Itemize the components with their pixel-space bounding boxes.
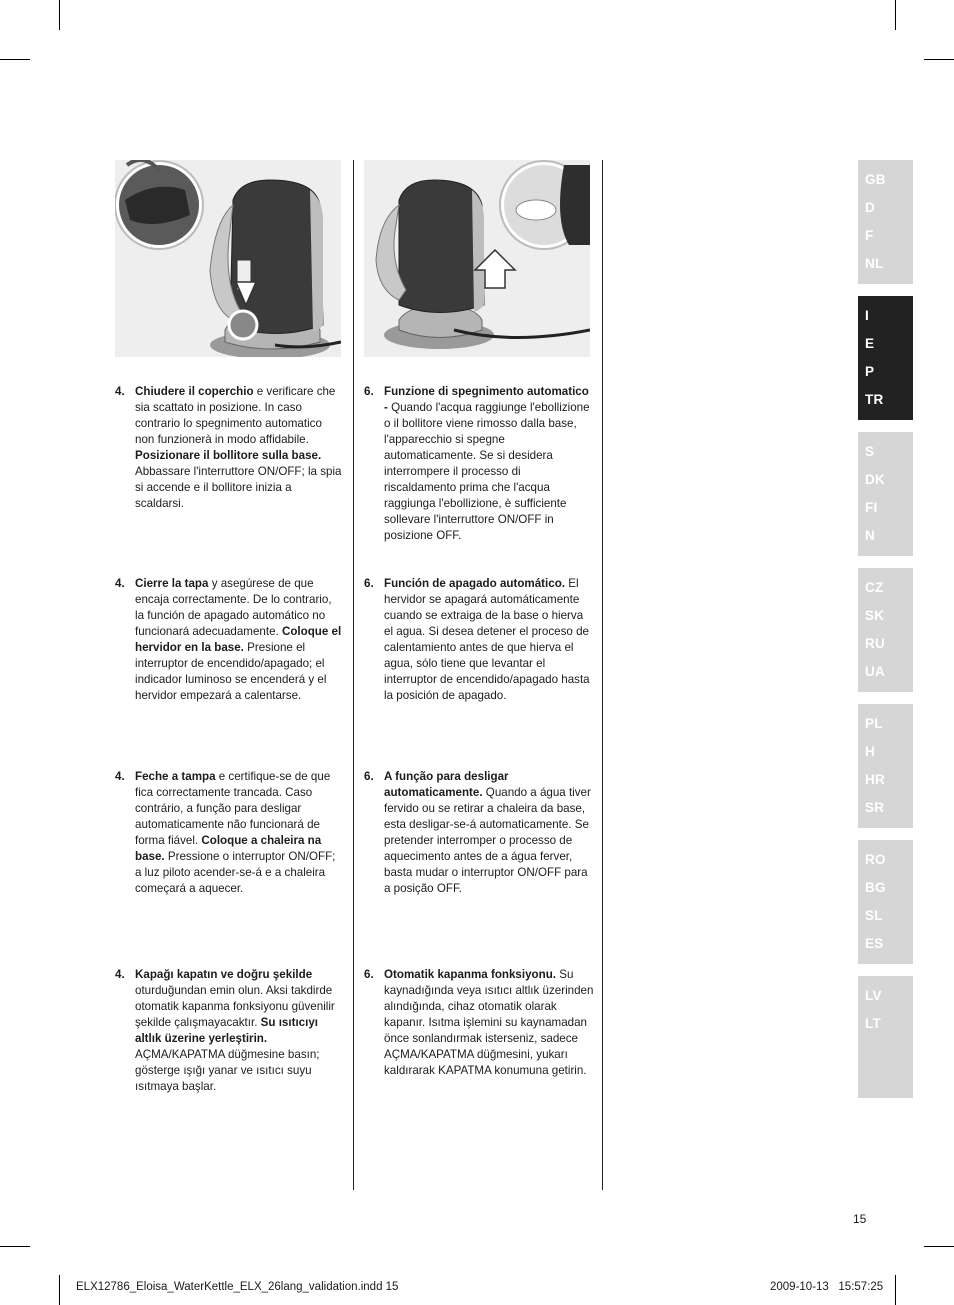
language-tab-ua: UA xyxy=(865,664,886,679)
step-text xyxy=(384,967,594,1079)
step-text-bold: Kapağı kapatın ve doğru şekilde xyxy=(135,968,313,981)
step-text xyxy=(384,769,594,897)
language-tab-group xyxy=(858,840,913,964)
crop-mark xyxy=(59,0,60,30)
kettle-lift-off-illustration xyxy=(364,160,590,357)
step-text-run: e verificare che sia scattato in posizione. In caso contrario lo spegnimento automatico non funzionerà in modo affidabile. xyxy=(135,385,336,446)
step-number: 6. xyxy=(364,770,374,783)
language-tab-lt: LT xyxy=(865,1016,882,1031)
step-text-bold: Feche a tampa xyxy=(135,770,216,783)
language-tab-tr: TR xyxy=(865,392,884,407)
crop-mark xyxy=(0,59,30,60)
step-text xyxy=(135,576,343,704)
step-text xyxy=(135,384,343,512)
footer-filename: ELX12786_Eloisa_WaterKettle_ELX_26lang_validation.indd 15 xyxy=(76,1281,399,1293)
language-tab-gb: GB xyxy=(865,172,886,187)
footer-datetime: 2009-10-13 15:57:25 xyxy=(770,1281,884,1293)
kettle-lid-close-illustration xyxy=(115,160,341,357)
step-text xyxy=(384,576,594,704)
step-text-bold: Chiudere il coperchio xyxy=(135,385,254,398)
language-tab-f: F xyxy=(865,228,874,243)
language-tab-bg: BG xyxy=(865,880,886,895)
language-tab-group xyxy=(858,704,913,828)
step-text-run: Quando l'acqua raggiunge l'ebollizione o il bollitore viene rimosso dalla base, l'apparecchio si spegne automaticamente. Se si desidera interrompere il processo di riscaldamento prima che l'acqua raggiunga l'ebollizione, è sufficiente sollevare l'interruttore ON/OFF in posizione OFF. xyxy=(384,401,590,542)
step-text-bold: Posizionare il bollitore sulla base. xyxy=(135,449,322,462)
language-tab-fi: FI xyxy=(865,500,878,515)
language-tab-group xyxy=(858,160,913,284)
step-text-run: Presione el interruptor de encendido/apagado; el indicador luminoso se encenderá y el hervidor empezará a calentarse. xyxy=(135,641,327,702)
step-text-bold: Función de apagado automático. xyxy=(384,577,566,590)
language-tab-sk: SK xyxy=(865,608,885,623)
language-tab-p: P xyxy=(865,364,875,379)
step-text-run: y asegúrese de que encaja correctamente. De lo contrario, la función de apagado automático no funcionará adecuadamente. xyxy=(135,577,332,638)
instruction-step xyxy=(115,967,343,1095)
crop-mark xyxy=(0,1246,30,1247)
language-tab-group xyxy=(858,432,913,556)
step-text-run: Abbassare l'interruttore ON/OFF; la spia si accende e il bollitore inizia a scaldarsi. xyxy=(135,465,342,510)
instruction-step xyxy=(115,576,343,704)
step-number: 4. xyxy=(115,770,125,783)
language-tab-lv: LV xyxy=(865,988,882,1003)
step-text-bold: A função para desligar automaticamente. xyxy=(384,770,509,799)
step-number: 4. xyxy=(115,968,125,981)
language-tab-nl: NL xyxy=(865,256,884,271)
step-text-run: Quando a água tiver fervido ou se retirar a chaleira da base, esta desligar-se-á automaticamente. Se pretender interromper o processo de aquecimento antes de a água ferver, basta mudar o interruptor ON/OFF para a posição OFF. xyxy=(384,786,591,895)
language-tab-h: H xyxy=(865,744,876,759)
language-tab-sl: SL xyxy=(865,908,883,923)
language-tab-sr: SR xyxy=(865,800,885,815)
column-divider xyxy=(602,160,603,1190)
step-text-run: El hervidor se apagará automáticamente cuando se extraiga de la base o hierva el agua. Si desea detener el proceso de calentamiento antes de que hierva el agua, sólo tiene que levantar el interruptor de encendido/apagado hasta la posición de apagado. xyxy=(384,577,590,702)
step-text-bold: Funzione di spegnimento automatico - xyxy=(384,385,589,414)
step-text xyxy=(135,769,343,897)
step-text-bold: Coloque el hervidor en la base. xyxy=(135,625,342,654)
language-tab-n: N xyxy=(865,528,876,543)
step-text-run: e certifique-se de que fica correctamente trancada. Caso contrário, a função para desligar automaticamente não funcionará de forma fiável. xyxy=(135,770,331,847)
language-tab-ru: RU xyxy=(865,636,886,651)
language-tab-d: D xyxy=(865,200,876,215)
language-tab-dk: DK xyxy=(865,472,886,487)
step-number: 6. xyxy=(364,968,374,981)
step-text-bold: Otomatik kapanma fonksiyonu. xyxy=(384,968,557,981)
step-number: 4. xyxy=(115,577,125,590)
step-text xyxy=(384,384,594,544)
step-text-run: Su kaynadığında veya ısıtıcı altlık üzerinden alındığında, cihaz otomatik olarak kapanır. Isıtma işlemini su kaynamadan önce sonlandırmak isterseniz, sadece AÇMA/KAPATMA düğmesini, yukarı kaldırarak KAPATMA konumuna getirin. xyxy=(384,968,594,1077)
language-tab-pl: PL xyxy=(865,716,883,731)
crop-mark xyxy=(895,1275,896,1305)
step-number: 6. xyxy=(364,577,374,590)
page-number: 15 xyxy=(853,1212,867,1226)
instruction-step xyxy=(364,576,594,704)
step-number: 4. xyxy=(115,385,125,398)
crop-mark xyxy=(924,1246,954,1247)
crop-mark xyxy=(895,0,896,30)
instruction-step xyxy=(364,769,594,897)
step-text xyxy=(135,967,343,1095)
language-tab-group xyxy=(858,568,913,692)
language-tab-e: E xyxy=(865,336,875,351)
step-text-bold: Su ısıtıcıyı altlık üzerine yerleştirin. xyxy=(135,1016,319,1045)
step-text-run: AÇMA/KAPATMA düğmesine basın; gösterge ışığı yanar ve ısıtıcı suyu ısıtmaya başlar. xyxy=(135,1048,320,1093)
step-text-run: oturduğundan emin olun. Aksi takdirde otomatik kapanma fonksiyonu güvenilir şekilde çalışmayacaktır. xyxy=(135,984,335,1029)
language-tab-cz: CZ xyxy=(865,580,884,595)
instruction-step xyxy=(115,384,343,512)
language-tab-i: I xyxy=(865,308,870,323)
language-tab-es: ES xyxy=(865,936,884,951)
language-tab-hr: HR xyxy=(865,772,886,787)
language-tab-s: S xyxy=(865,444,875,459)
crop-mark xyxy=(924,59,954,60)
step-text-run: Pressione o interruptor ON/OFF; a luz piloto acender-se-á e a chaleira começará a aquecer. xyxy=(135,850,336,895)
step-text-bold: Coloque a chaleira na base. xyxy=(135,834,322,863)
language-tab-group xyxy=(858,976,913,1098)
instruction-step xyxy=(364,384,594,544)
instruction-step xyxy=(364,967,594,1079)
step-text-bold: Cierre la tapa xyxy=(135,577,209,590)
language-tab-group xyxy=(858,296,913,420)
step-number: 6. xyxy=(364,385,374,398)
crop-mark xyxy=(59,1275,60,1305)
language-tab-ro: RO xyxy=(865,852,886,867)
column-divider xyxy=(353,160,354,1190)
instruction-step xyxy=(115,769,343,897)
